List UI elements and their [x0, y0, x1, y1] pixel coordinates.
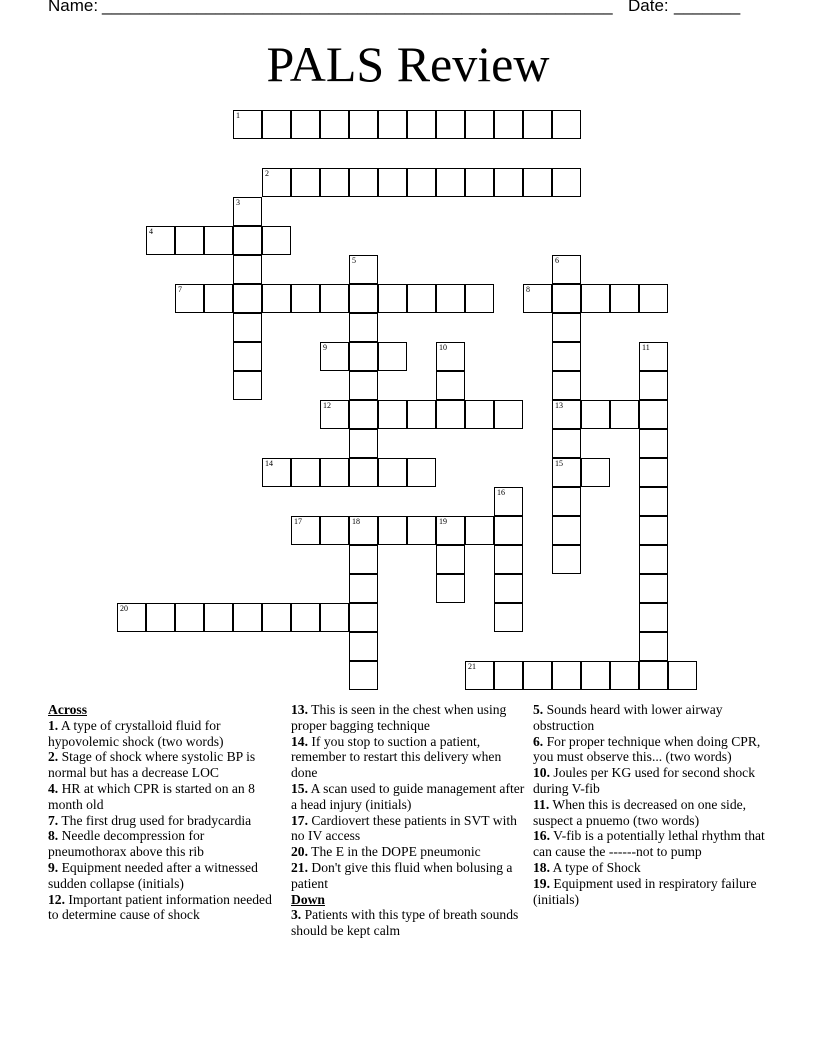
- clue-item-number: 21.: [291, 859, 308, 875]
- crossword-cell[interactable]: [552, 400, 581, 429]
- down-heading: Down: [291, 891, 325, 907]
- clue-number: 10: [439, 343, 447, 352]
- crossword-cell[interactable]: [610, 400, 639, 429]
- clue-number: 2: [265, 169, 269, 178]
- crossword-cell[interactable]: [465, 168, 494, 197]
- crossword-cell[interactable]: [349, 313, 378, 342]
- clue-item-text: Joules per KG used for second shock during V-fib: [533, 765, 756, 796]
- crossword-cell[interactable]: [523, 284, 552, 313]
- clue-number: 4: [149, 227, 153, 236]
- clue-number: 9: [323, 343, 327, 352]
- crossword-cell[interactable]: [378, 342, 407, 371]
- crossword-cell[interactable]: [233, 197, 262, 226]
- clue-item-number: 2.: [48, 749, 59, 765]
- clue-item: [533, 702, 769, 734]
- crossword-cell[interactable]: [639, 284, 668, 313]
- crossword-cell[interactable]: [291, 168, 320, 197]
- clue-item-number: 1.: [48, 717, 59, 733]
- crossword-cell[interactable]: [639, 574, 668, 603]
- page-title: PALS Review: [266, 36, 550, 92]
- crossword-cell[interactable]: [233, 284, 262, 313]
- crossword-cell[interactable]: [436, 110, 465, 139]
- clue-item-number: 16.: [533, 828, 550, 844]
- crossword-cell[interactable]: [117, 603, 146, 632]
- clue-item-text: The first drug used for bradycardia: [61, 812, 252, 828]
- crossword-cell[interactable]: [291, 603, 320, 632]
- clue-item-text: A type of crystalloid fluid for hypovolemic shock (two words): [48, 717, 224, 749]
- crossword-cell[interactable]: [581, 661, 610, 690]
- clue-item-text: For proper technique when doing CPR, you must observe this... (two words): [533, 733, 761, 765]
- clues-column-1: [48, 702, 284, 923]
- crossword-cell[interactable]: [349, 342, 378, 371]
- crossword-cell[interactable]: [320, 516, 349, 545]
- crossword-cell[interactable]: [378, 458, 407, 487]
- crossword-cell[interactable]: [233, 255, 262, 284]
- clue-item-number: 15.: [291, 780, 308, 796]
- crossword-cell[interactable]: [233, 342, 262, 371]
- across-heading: Across: [48, 702, 88, 717]
- crossword-cell[interactable]: [233, 110, 262, 139]
- crossword-cell[interactable]: [407, 400, 436, 429]
- crossword-cell[interactable]: [552, 313, 581, 342]
- crossword-cell[interactable]: [639, 632, 668, 661]
- crossword-cell[interactable]: [175, 603, 204, 632]
- clue-item: [533, 860, 769, 876]
- crossword-cell[interactable]: [349, 168, 378, 197]
- crossword-cell[interactable]: [349, 458, 378, 487]
- clue-item: [48, 892, 284, 924]
- clue-item-number: 11.: [533, 796, 550, 812]
- crossword-cell[interactable]: [436, 371, 465, 400]
- crossword-cell[interactable]: [349, 110, 378, 139]
- clue-item: [291, 860, 527, 892]
- clue-item-number: 14.: [291, 733, 308, 749]
- crossword-cell[interactable]: [262, 284, 291, 313]
- crossword-cell[interactable]: [291, 284, 320, 313]
- crossword-cell[interactable]: [291, 458, 320, 487]
- clue-item-text: V-fib is a potentially lethal rhythm that can cause the ------not to pump: [533, 828, 765, 860]
- crossword-cell[interactable]: [349, 284, 378, 313]
- clue-number: 19: [439, 517, 447, 526]
- clue-item: [291, 907, 527, 939]
- crossword-cell[interactable]: [320, 458, 349, 487]
- crossword-cell[interactable]: [552, 168, 581, 197]
- clue-number: 6: [555, 256, 559, 265]
- crossword-cell[interactable]: [581, 284, 610, 313]
- crossword-cell[interactable]: [610, 284, 639, 313]
- crossword-cell[interactable]: [233, 603, 262, 632]
- crossword-cell[interactable]: [639, 487, 668, 516]
- crossword-cell[interactable]: [639, 400, 668, 429]
- clue-item-number: 18.: [533, 859, 550, 875]
- clue-item: [291, 781, 527, 813]
- crossword-cell[interactable]: [668, 661, 697, 690]
- name-field[interactable]: ______________________________________________________: [102, 0, 613, 15]
- crossword-cell[interactable]: [523, 110, 552, 139]
- crossword-cell[interactable]: [552, 371, 581, 400]
- crossword-cell[interactable]: [494, 574, 523, 603]
- clue-number: 3: [236, 198, 240, 207]
- clue-item-text: Sounds heard with lower airway obstruction: [533, 702, 723, 733]
- crossword-cell[interactable]: [204, 284, 233, 313]
- crossword-cell[interactable]: [204, 226, 233, 255]
- crossword-cell[interactable]: [436, 400, 465, 429]
- crossword-cell[interactable]: [639, 516, 668, 545]
- clue-item: [533, 797, 769, 829]
- clue-number: 17: [294, 517, 302, 526]
- crossword-cell[interactable]: [639, 429, 668, 458]
- crossword-cell[interactable]: [349, 632, 378, 661]
- crossword-cell[interactable]: [436, 574, 465, 603]
- crossword-cell[interactable]: [349, 545, 378, 574]
- clue-item-text: Equipment used in respiratory failure (initials): [533, 875, 757, 907]
- clue-number: 12: [323, 401, 331, 410]
- crossword-cell[interactable]: [639, 458, 668, 487]
- crossword-cell[interactable]: [407, 284, 436, 313]
- clue-item-text: Stage of shock where systolic BP is normal but has a decrease LOC: [48, 749, 256, 781]
- clue-item: [48, 781, 284, 813]
- clue-item-text: Equipment needed after a witnessed sudden collapse (initials): [48, 859, 258, 891]
- crossword-cell[interactable]: [233, 313, 262, 342]
- clue-number: 15: [555, 459, 563, 468]
- clue-item-number: 5.: [533, 702, 544, 717]
- clue-item: [48, 828, 284, 860]
- crossword-cell[interactable]: [639, 545, 668, 574]
- clue-item-number: 12.: [48, 891, 65, 907]
- clue-number: 16: [497, 488, 505, 497]
- clue-item-text: Patients with this type of breath sounds should be kept calm: [291, 907, 519, 939]
- clue-number: 14: [265, 459, 273, 468]
- name-label: Name:: [48, 0, 99, 15]
- clue-item-number: 20.: [291, 844, 308, 860]
- date-field[interactable]: _______: [674, 0, 741, 15]
- crossword-cell[interactable]: [494, 400, 523, 429]
- date-label: Date:: [628, 0, 669, 15]
- clue-number: 18: [352, 517, 360, 526]
- crossword-cell[interactable]: [494, 168, 523, 197]
- clue-item: [291, 702, 527, 734]
- crossword-cell[interactable]: [552, 545, 581, 574]
- crossword-cell[interactable]: [494, 516, 523, 545]
- crossword-cell[interactable]: [291, 110, 320, 139]
- crossword-cell[interactable]: [233, 226, 262, 255]
- clue-item: [48, 860, 284, 892]
- crossword-cell[interactable]: [349, 255, 378, 284]
- clue-item-text: A scan used to guide management after a head injury (initials): [291, 780, 525, 812]
- crossword-cell[interactable]: [552, 342, 581, 371]
- crossword-cell[interactable]: [494, 545, 523, 574]
- crossword-cell[interactable]: [465, 661, 494, 690]
- clue-item-text: Don't give this fluid when bolusing a patient: [291, 859, 513, 891]
- clue-item-text: When this is decreased on one side, suspect a pnuemo (two words): [533, 796, 747, 828]
- clue-item: [48, 749, 284, 781]
- crossword-cell[interactable]: [639, 603, 668, 632]
- clue-item-number: 7.: [48, 812, 59, 828]
- crossword-cell[interactable]: [349, 516, 378, 545]
- crossword-cell[interactable]: [407, 168, 436, 197]
- crossword-cell[interactable]: [262, 458, 291, 487]
- crossword-cell[interactable]: [436, 168, 465, 197]
- clue-item: [291, 734, 527, 781]
- crossword-cell[interactable]: [378, 284, 407, 313]
- crossword-cell[interactable]: [320, 400, 349, 429]
- crossword-cell[interactable]: [639, 371, 668, 400]
- crossword-cell[interactable]: [436, 284, 465, 313]
- clue-item-number: 17.: [291, 812, 308, 828]
- crossword-cell[interactable]: [349, 429, 378, 458]
- clue-item: [533, 828, 769, 860]
- crossword-cell[interactable]: [552, 516, 581, 545]
- clues-column-3: [533, 702, 769, 907]
- crossword-cell[interactable]: [552, 458, 581, 487]
- crossword-cell[interactable]: [320, 342, 349, 371]
- crossword-cell[interactable]: [465, 284, 494, 313]
- crossword-cell[interactable]: [407, 458, 436, 487]
- crossword-cell[interactable]: [407, 516, 436, 545]
- clue-number: 1: [236, 111, 240, 120]
- crossword-cell[interactable]: [378, 168, 407, 197]
- clue-item-number: 10.: [533, 765, 550, 781]
- clue-item-number: 6.: [533, 733, 544, 749]
- clue-item-text: A type of Shock: [552, 859, 641, 875]
- crossword-cell[interactable]: [436, 516, 465, 545]
- clue-item-number: 4.: [48, 780, 59, 796]
- clue-item-text: The E in the DOPE pneumonic: [311, 844, 481, 860]
- clue-item: [291, 813, 527, 845]
- crossword-cell[interactable]: [378, 110, 407, 139]
- clue-item-number: 3.: [291, 907, 302, 923]
- crossword-cell[interactable]: [407, 110, 436, 139]
- crossword-cell[interactable]: [349, 603, 378, 632]
- crossword-cell[interactable]: [233, 371, 262, 400]
- clue-item: [533, 876, 769, 908]
- crossword-cell[interactable]: [639, 342, 668, 371]
- crossword-cell[interactable]: [552, 661, 581, 690]
- crossword-cell[interactable]: [465, 516, 494, 545]
- crossword-cell[interactable]: [552, 255, 581, 284]
- clues-column-2: [291, 702, 527, 939]
- crossword-cell[interactable]: [146, 603, 175, 632]
- clue-number: 8: [526, 285, 530, 294]
- clue-item: [48, 718, 284, 750]
- clue-number: 13: [555, 401, 563, 410]
- crossword-cell[interactable]: [378, 516, 407, 545]
- clue-item-text: HR at which CPR is started on an 8 month old: [48, 780, 255, 812]
- crossword-cell[interactable]: [639, 661, 668, 690]
- clue-item-text: Cardiovert these patients in SVT with no IV access: [291, 812, 517, 844]
- crossword-cell[interactable]: [523, 168, 552, 197]
- crossword-cell[interactable]: [146, 226, 175, 255]
- clue-item-number: 9.: [48, 859, 59, 875]
- crossword-cell[interactable]: [523, 661, 552, 690]
- crossword-cell[interactable]: [494, 603, 523, 632]
- crossword-cell[interactable]: [320, 284, 349, 313]
- crossword-cell[interactable]: [291, 516, 320, 545]
- clue-item-number: 13.: [291, 702, 308, 717]
- crossword-cell[interactable]: [204, 603, 233, 632]
- crossword-cell[interactable]: [494, 487, 523, 516]
- crossword-cell[interactable]: [581, 400, 610, 429]
- crossword-cell[interactable]: [552, 429, 581, 458]
- crossword-cell[interactable]: [262, 168, 291, 197]
- clue-number: 11: [642, 343, 650, 352]
- clue-number: 20: [120, 604, 128, 613]
- crossword-cell[interactable]: [320, 603, 349, 632]
- crossword-cell[interactable]: [262, 110, 291, 139]
- crossword-cell[interactable]: [494, 661, 523, 690]
- crossword-cell[interactable]: [465, 400, 494, 429]
- clue-number: 21: [468, 662, 476, 671]
- clue-item: [533, 734, 769, 766]
- crossword-cell[interactable]: [552, 487, 581, 516]
- crossword-cell[interactable]: [262, 226, 291, 255]
- crossword-cell[interactable]: [436, 342, 465, 371]
- crossword-cell[interactable]: [349, 574, 378, 603]
- clue-item: [291, 844, 527, 860]
- crossword-cell[interactable]: [175, 226, 204, 255]
- clue-item-text: Needle decompression for pneumothorax above this rib: [48, 828, 205, 860]
- crossword-cell[interactable]: [349, 371, 378, 400]
- crossword-cell[interactable]: [610, 661, 639, 690]
- clue-item-text: This is seen in the chest when using proper bagging technique: [291, 702, 507, 733]
- crossword-cell[interactable]: [378, 400, 407, 429]
- crossword-cell[interactable]: [175, 284, 204, 313]
- clue-item-text: Important patient information needed to determine cause of shock: [48, 891, 272, 923]
- crossword-cell[interactable]: [494, 110, 523, 139]
- crossword-cell[interactable]: [349, 400, 378, 429]
- crossword-cell[interactable]: [581, 458, 610, 487]
- crossword-cell[interactable]: [552, 284, 581, 313]
- clue-number: 7: [178, 285, 182, 294]
- crossword-cell[interactable]: [465, 110, 494, 139]
- clue-item: [533, 765, 769, 797]
- clue-item-text: If you stop to suction a patient, remember to restart this delivery when done: [291, 733, 502, 781]
- crossword-cell[interactable]: [436, 545, 465, 574]
- crossword-cell[interactable]: [320, 110, 349, 139]
- crossword-cell[interactable]: [552, 110, 581, 139]
- crossword-cell[interactable]: [262, 603, 291, 632]
- clue-item: [48, 813, 284, 829]
- clue-number: 5: [352, 256, 356, 265]
- crossword-cell[interactable]: [349, 661, 378, 690]
- crossword-cell[interactable]: [320, 168, 349, 197]
- clue-item-number: 8.: [48, 828, 59, 844]
- clue-item-number: 19.: [533, 875, 550, 891]
